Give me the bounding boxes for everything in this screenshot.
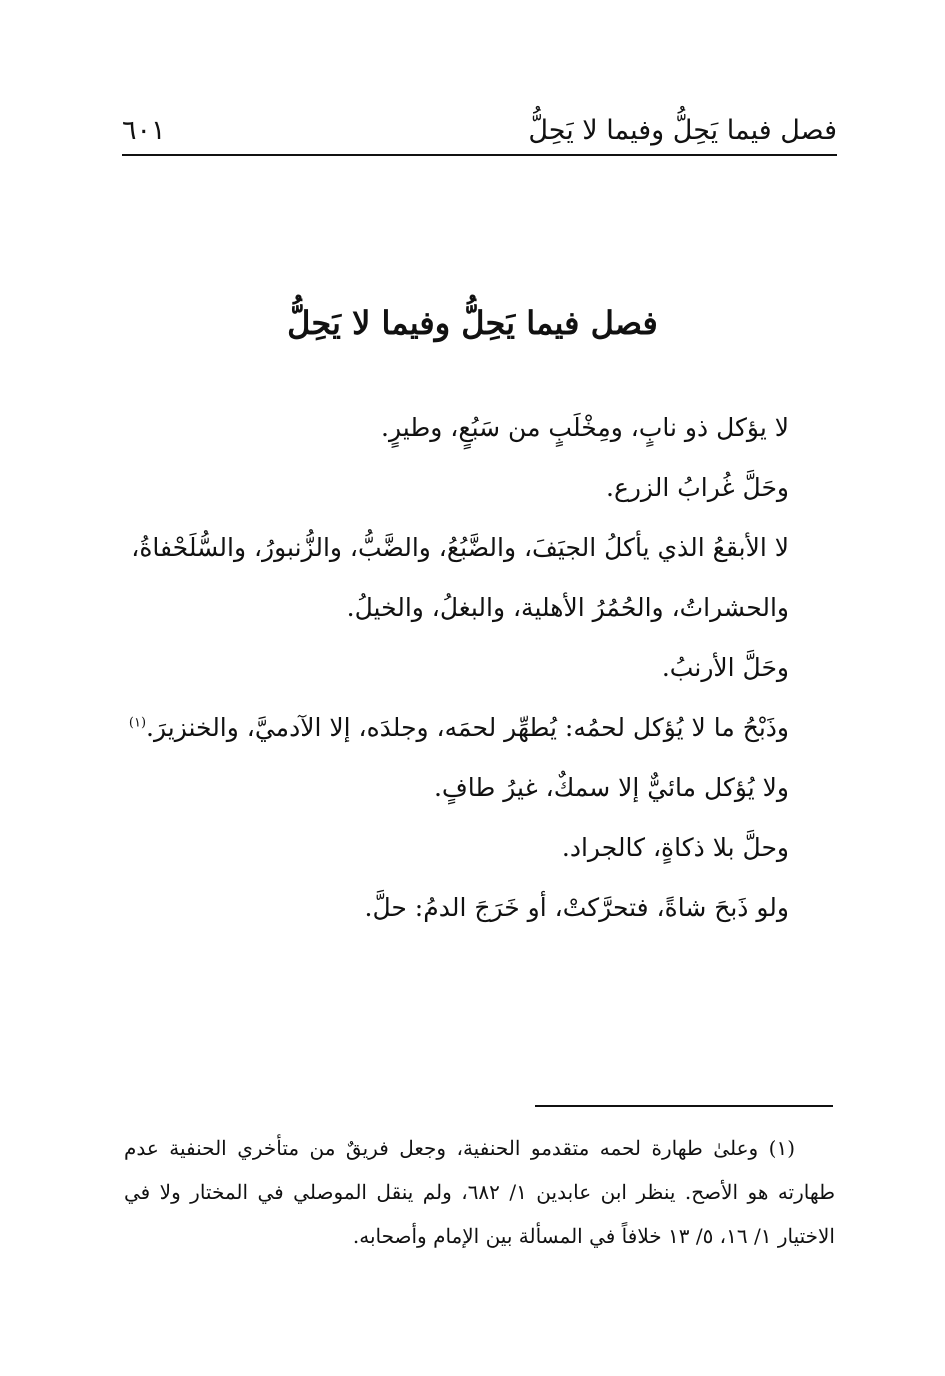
paragraph-5-text: وذَبْحُ ما لا يُؤكل لحمُه: يُطهِّر لحمَه، وجلدَه، إلا الآدميَّ، والخنزيرَ. — [146, 713, 789, 742]
paragraph-6: ولا يُؤكل مائيٌّ إلا سمكٌ، غيرُ طافٍ. — [433, 773, 789, 802]
running-header — [122, 106, 837, 156]
paragraph-2: وحَلَّ غُرابُ الزرع. — [606, 473, 789, 502]
main-text — [110, 398, 837, 938]
paragraph-7: وحلَّ بلا ذكاةٍ، كالجراد. — [561, 833, 789, 862]
chapter-title: فصل فيما يَحِلُّ وفيما لا يَحِلُّ — [287, 304, 658, 342]
paragraph-1: لا يؤكل ذو نابٍ، ومِخْلَبٍ من سَبُعٍ، وطيرٍ. — [381, 413, 789, 442]
page-number: ٦٠١ — [122, 115, 166, 146]
footnote-reference[interactable]: (١) — [128, 715, 147, 731]
footnotes-section — [124, 1126, 835, 1258]
paragraph-5 — [110, 698, 837, 758]
paragraph-3: لا الأبقعُ الذي يأكلُ الجيَفَ، والضَّبُعُ، والضَّبُّ، والزُّنبورُ، والسُّلَحْفاةُ، والحشراتُ، والحُمُرُ الأهلية، والبغلُ، والخيلُ. — [131, 533, 789, 622]
paragraph-4: وحَلَّ الأرنبُ. — [661, 653, 789, 682]
footnote-separator — [535, 1105, 833, 1107]
running-title: فصل فيما يَحِلُّ وفيما لا يَحِلُّ — [528, 115, 837, 146]
paragraph-8: ولو ذَبحَ شاةً، فتحرَّكتْ، أو خَرَجَ الدمُ: حلَّ. — [364, 893, 789, 922]
footnote-1: (١) وعلىٰ طهارة لحمه متقدمو الحنفية، وجعل فريقٌ من متأخري الحنفية عدم طهارته هو الأصح. ينظر ابن عابدين ١/ ٦٨٢، ولم ينقل الموصلي في المختار ولا في الاختيار ١/ ١٦، ٥/ ١٣ خلافاً في المسألة بين الإمام وأصحابه. — [124, 1136, 836, 1248]
